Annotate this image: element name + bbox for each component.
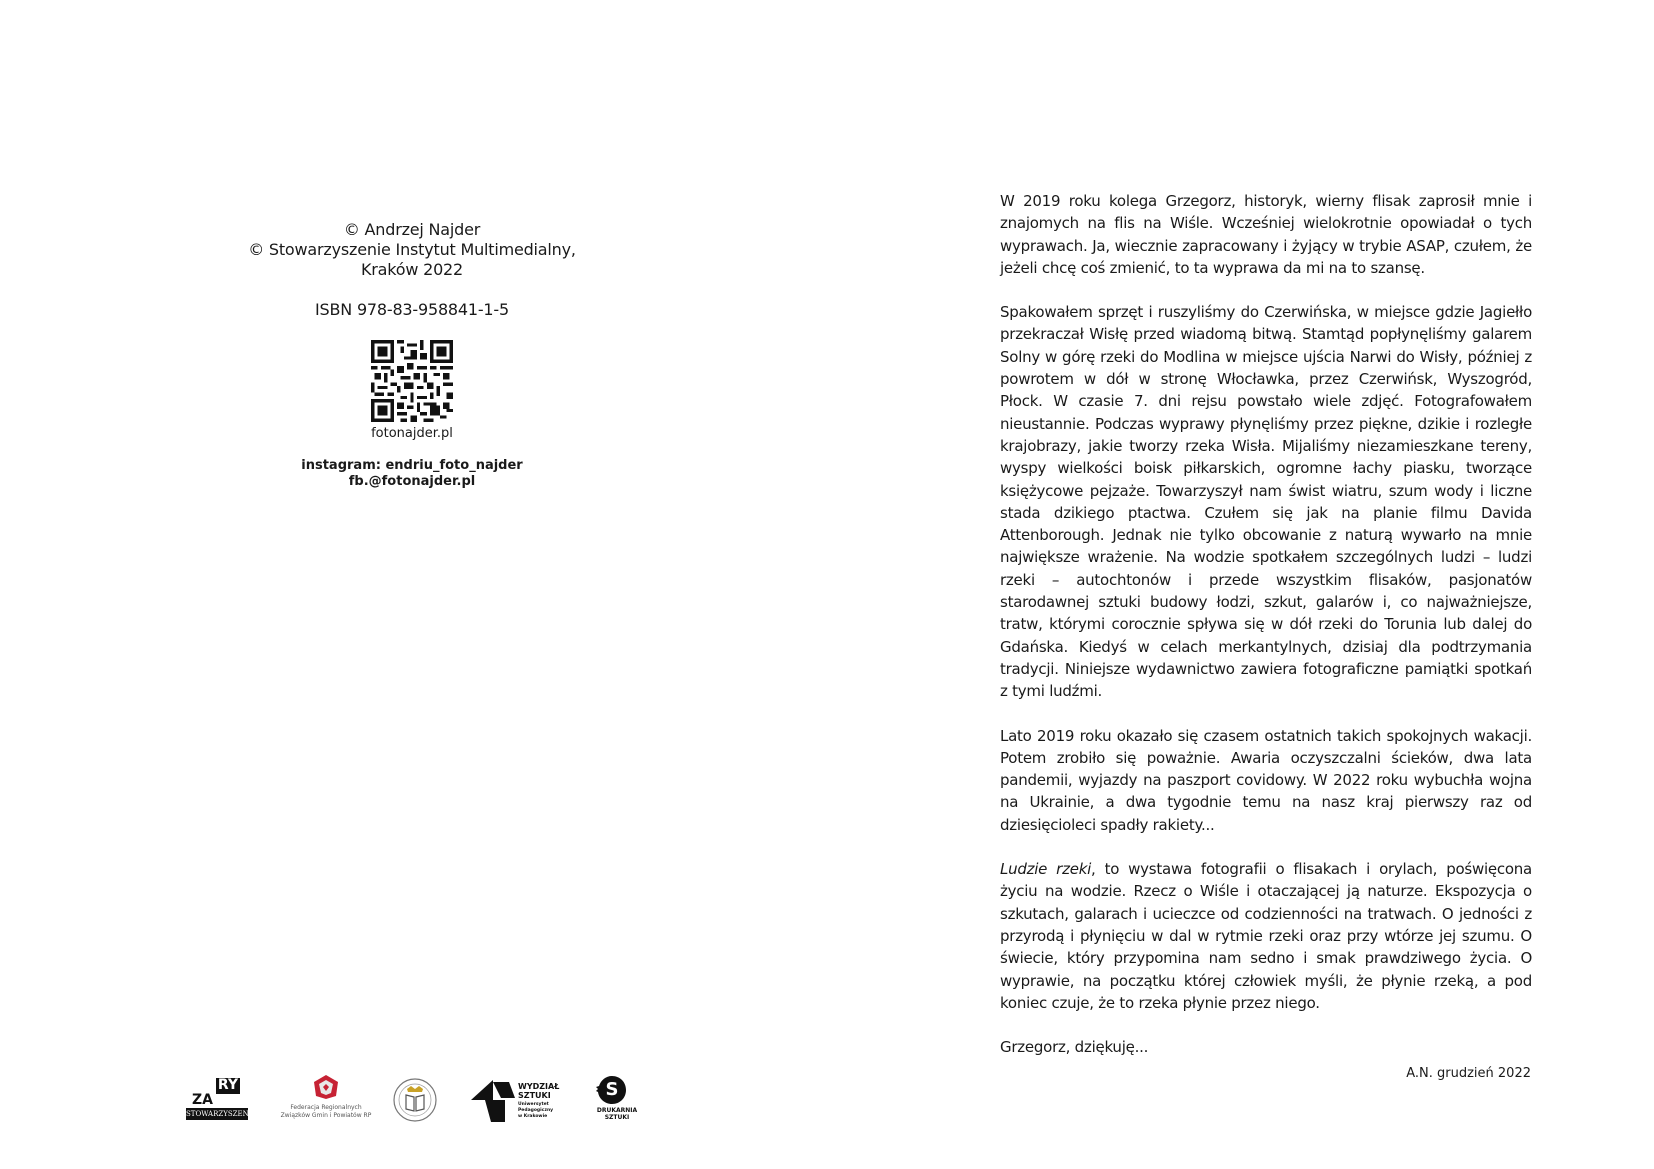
wydzial-sub-3: w Krakowie xyxy=(518,1114,548,1119)
copyright-author: © Andrzej Najder xyxy=(343,220,481,239)
drukarnia-letter: S xyxy=(605,1079,619,1100)
zaryzy-logo-za: ZA xyxy=(192,1092,213,1108)
copyright-place-year: Kraków 2022 xyxy=(360,260,464,279)
paragraph-4 xyxy=(1000,858,1532,1014)
paragraph-5: Grzegorz, dziękuję... xyxy=(1000,1038,1149,1057)
wydzial-sub-1: Uniwersytet xyxy=(518,1102,549,1107)
paragraph-2: Spakowałem sprzęt i ruszyliśmy do Czerwińska, w miejsce gdzie Jagiełło przekraczał Wisłę przed wiadomą bitwą. Stamtąd popłynęliśmy galarem Solny w górę rzeki do Modlina w miejsce ujścia Narwi do Wisły, później z powrotem w dół w stronę Włocławka, przez Czerwińsk, Wyszogród, Płock. W czasie 7. dni rejsu powstało wiele zdjęć. Fotografowałem nieustannie. Podczas wyprawy płynęliśmy przez piękne, dzikie i rozległe krajobrazy, jakie tworzy rzeka Wisła. Mijaliśmy niezamieszkane tereny, wyspy wielkości boisk piłkarskich, ogromne łachy piasku, tworzące księżycowe pejzaże. Towarzyszył nam świst wiatru, szum wody i liczne stada dzikiego ptactwa. Czułem się jak na planie filmu Davida Attenborough. Jednak nie tylko obcowanie z naturą wywarło na mnie największe wrażenie. Na wodzie spotkałem szczególnych ludzi – ludzi rzeki – autochtonów i przede wszystkim flisaków, pasjonatów starodawnej sztuki budowy łodzi, szkut, galarów i, co najważniejsze, tratw, którymi corocznie spływa się w dół rzeki do Torunia lub dalej do Gdańska. Kiedyś w celach merkantylnych, dzisiaj dla podtrzymania tradycji. Niniejsze wydawnictwo zawiera fotograficzne pamiątki spotkań z tymi ludźmi. xyxy=(1000,303,1532,701)
zaryzy-logo-label: STOWARZYSZENIE xyxy=(186,1110,257,1118)
instagram-handle[interactable]: instagram: endriu_foto_najder xyxy=(301,458,523,473)
drukarnia-sztuki-logo xyxy=(590,1074,644,1126)
paragraph-3: Lato 2019 roku okazało się czasem ostatnich takich spokojnych wakacji. Potem zrobiło się poważnie. Awaria oczyszczalni ścieków, dwa lata pandemii, wyjazdy na paszport covidowy. W 2022 roku wybuchła wojna na Ukrainie, a dwa tygodnie temu na nasz kraj pierwszy raz od dziesięcioleci spadły rakiety... xyxy=(1000,726,1532,834)
drukarnia-line1: DRUKARNIA xyxy=(596,1107,638,1114)
paragraph-4-text: , to wystawa fotografii o flisakach i orylach, poświęcona życiu na wodzie. Rzecz o Wiśle i otaczającej ją naturze. Ekspozycja o szkutach, galarach i ucieczce od codzienności na tratwach. O jedności z przyrodą i płynięciu w dal w rytmie rzeki oraz przy wtórze jej szumu. O świecie, który przypomina nam sedno i smak prawdziwego życia. O wyprawie, na początku której człowiek myśli, że płynie rzeką, a pod koniec czuje, że to rzeka płynie przez niego. xyxy=(1000,860,1532,1012)
qr-code-icon[interactable] xyxy=(371,340,453,422)
university-seal-icon xyxy=(392,1077,438,1123)
intro-text-column xyxy=(1000,190,1532,1080)
federacja-label-line1: Federacja Regionalnych xyxy=(290,1104,362,1111)
wydzial-title-2: SZTUKI xyxy=(518,1091,551,1100)
zaryzy-logo-ry: RY xyxy=(217,1077,239,1093)
exhibition-title: Ludzie rzeki xyxy=(1000,860,1092,879)
isbn: ISBN 978-83-958841-1-5 xyxy=(315,300,509,319)
imprint-column xyxy=(212,220,612,490)
federacja-label-line2: Związków Gmin i Powiatów RP xyxy=(280,1112,372,1119)
wydzial-sztuki-logo xyxy=(471,1078,567,1124)
wydzial-sub-2: Pedagogiczny xyxy=(518,1108,554,1113)
federacja-logo xyxy=(280,1074,372,1124)
wydzial-emblem-icon xyxy=(471,1078,515,1122)
facebook-handle[interactable]: fb.@fotonajder.pl xyxy=(348,474,476,489)
zaryzy-logo xyxy=(186,1077,257,1122)
paragraph-1: W 2019 roku kolega Grzegorz, historyk, wierny flisak zaprosił mnie i znajomych na flis na Wiśle. Wcześniej wielokrotnie opowiadał o tych wyprawach. Ja, wiecznie zapracowany i żyjący w trybie ASAP, czułem, że jeżeli chcę coś zmienić, to ta wyprawa da mi na to szansę. xyxy=(1000,192,1532,277)
drukarnia-line2: SZTUKI xyxy=(604,1114,630,1121)
signature-date: A.N. grudzień 2022 xyxy=(1406,1066,1531,1081)
federacja-emblem-icon xyxy=(312,1074,340,1100)
copyright-publisher: © Stowarzyszenie Instytut Multimedialny, xyxy=(248,240,576,259)
website-link[interactable]: fotonajder.pl xyxy=(371,426,453,441)
wydzial-title-1: WYDZIAŁ xyxy=(518,1082,560,1091)
